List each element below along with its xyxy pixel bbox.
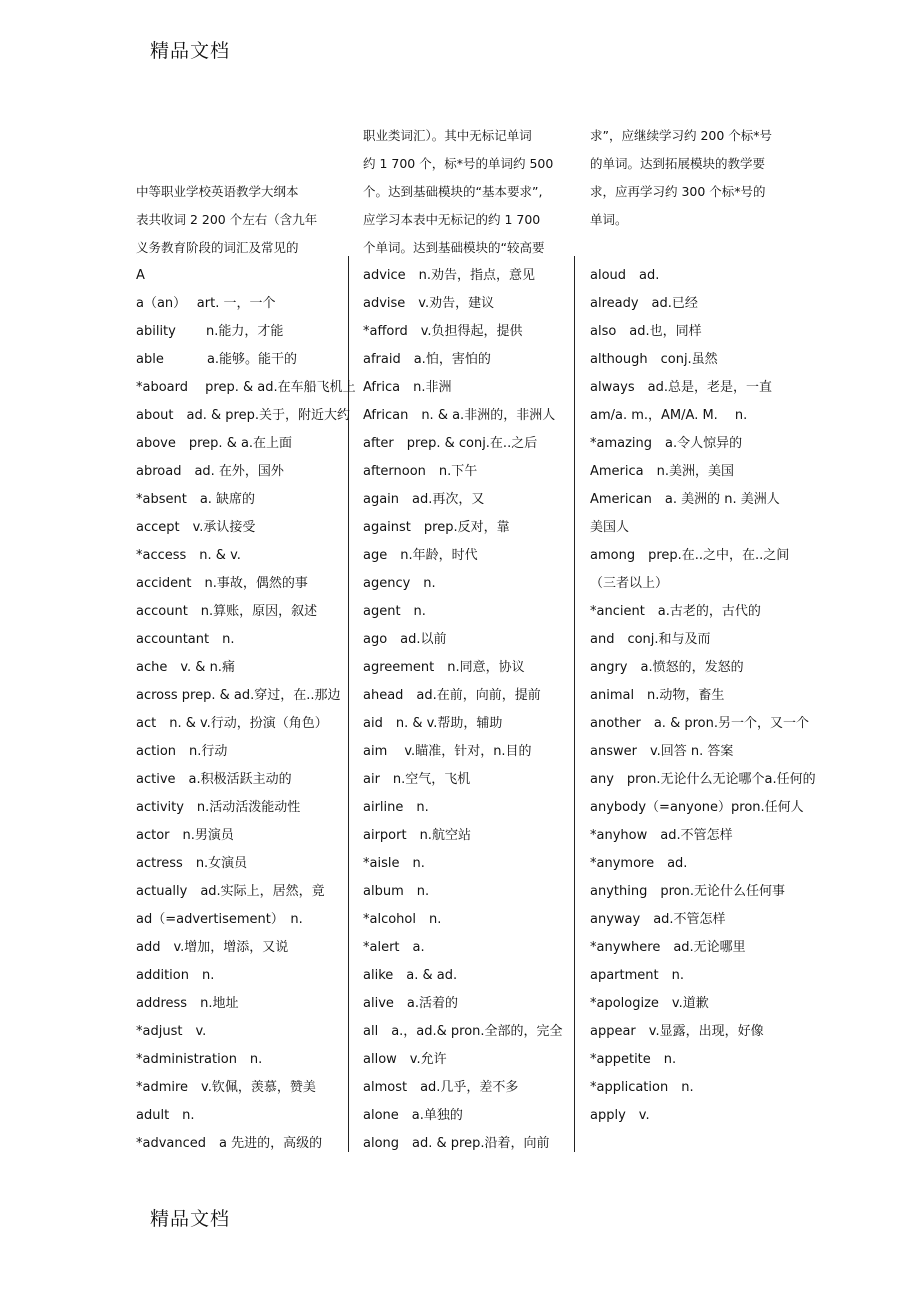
- vocab-entry: alike a. & ad.: [363, 968, 458, 983]
- vocab-entry: *appetite n.: [590, 1052, 677, 1067]
- page-footer: 精品文档: [150, 1208, 231, 1230]
- vocab-entry: *alert a.: [363, 940, 425, 955]
- vocab-entry: animal n.动物，畜生: [590, 688, 725, 703]
- vocab-entry: anything pron.无论什么任何事: [590, 884, 785, 899]
- vocab-entry: am/a. m.，AM/A. M. n.: [590, 408, 748, 423]
- vocab-entry: allow v.允许: [363, 1052, 447, 1067]
- intro-line: 单词。: [590, 212, 628, 227]
- vocab-entry: *aisle n.: [363, 856, 425, 871]
- vocab-entry: anyway ad.不管怎样: [590, 912, 726, 927]
- vocab-entry: apartment n.: [590, 968, 684, 983]
- vocab-entry: adult n.: [136, 1108, 195, 1123]
- vocab-entry: add v.增加，增添，又说: [136, 940, 289, 955]
- vocab-entry: ability n.能力，才能: [136, 324, 284, 339]
- intro-line: 职业类词汇）。其中无标记单词: [363, 128, 532, 143]
- vocab-entry: along ad. & prep.沿着，向前: [363, 1136, 550, 1151]
- vocab-entry: alive a.活着的: [363, 996, 458, 1011]
- vocab-entry: American a. 美洲的 n. 美洲人 美国人: [590, 492, 780, 535]
- vocab-entry: ad（=advertisement） n.: [136, 912, 303, 927]
- vocab-entry: actress n.女演员: [136, 856, 248, 871]
- vocab-entry: A: [136, 268, 145, 283]
- vocab-entry: *anyhow ad.不管怎样: [590, 828, 733, 843]
- vocab-entry: answer v.回答 n. 答案: [590, 744, 734, 759]
- intro-line: 义务教育阶段的词汇及常见的: [136, 240, 299, 255]
- vocab-entry: account n.算账，原因，叙述: [136, 604, 318, 619]
- vocab-entry: across prep. & ad.穿过，在..那边: [136, 688, 341, 703]
- vocab-entry: aid n. & v.帮助，辅助: [363, 716, 503, 731]
- vocab-entry: aim v.瞄准，针对，n.目的: [363, 744, 532, 759]
- vocab-entry: angry a.愤怒的，发怒的: [590, 660, 744, 675]
- vocab-entry: active a.积极活跃主动的: [136, 772, 292, 787]
- vocab-entry: actor n.男演员: [136, 828, 234, 843]
- vocab-entry: *aboard prep. & ad.在车船飞机上: [136, 380, 356, 395]
- vocab-entry: agency n.: [363, 576, 436, 591]
- page-header: 精品文档: [150, 40, 231, 62]
- vocab-entry: *adjust v.: [136, 1024, 207, 1039]
- vocab-entry: afraid a.怕，害怕的: [363, 352, 491, 367]
- vocab-entry: able a.能够。能干的: [136, 352, 298, 367]
- vocab-entry: *apologize v.道歉: [590, 996, 709, 1011]
- vocab-entry: ago ad.以前: [363, 632, 447, 647]
- vocab-entry: Africa n.非洲: [363, 380, 452, 395]
- vocab-entry: alone a.单独的: [363, 1108, 463, 1123]
- vocab-entry: *access n. & v.: [136, 548, 241, 563]
- vocab-entry: afternoon n.下午: [363, 464, 478, 479]
- vocab-entry: *anywhere ad.无论哪里: [590, 940, 746, 955]
- vocab-entry: anybody（=anyone）pron.任何人: [590, 800, 804, 815]
- vocab-entry: accountant n.: [136, 632, 235, 647]
- intro-col3: [590, 122, 772, 234]
- vocab-entry: ache v. & n.痛: [136, 660, 235, 675]
- vocab-entry: addition n.: [136, 968, 215, 983]
- vocab-entry: almost ad.几乎，差不多: [363, 1080, 519, 1095]
- vocab-entry: airline n.: [363, 800, 429, 815]
- vocab-entry: *administration n.: [136, 1052, 263, 1067]
- vocab-entry: agent n.: [363, 604, 426, 619]
- vocab-entry: *afford v.负担得起，提供: [363, 324, 523, 339]
- vocab-entry: actually ad.实际上，居然，竟: [136, 884, 325, 899]
- vocab-entry: *anymore ad.: [590, 856, 688, 871]
- vocab-entry: any pron.无论什么无论哪个a.任何的: [590, 772, 816, 787]
- vocab-entry: activity n.活动活泼能动性: [136, 800, 301, 815]
- vocab-entry: *application n.: [590, 1080, 694, 1095]
- vocab-entry: and conj.和与及而: [590, 632, 711, 647]
- vocab-entry: aloud ad.: [590, 268, 660, 283]
- vocab-entry: accept v.承认接受: [136, 520, 256, 535]
- vocab-entry: *admire v.钦佩，羡慕，赞美: [136, 1080, 316, 1095]
- vocab-entry: against prep.反对，靠: [363, 520, 510, 535]
- vocab-entry: album n.: [363, 884, 430, 899]
- intro-col1: [136, 178, 317, 262]
- vocab-entry: all a.，ad.& pron.全部的，完全: [363, 1024, 563, 1039]
- vocab-entry: *alcohol n.: [363, 912, 442, 927]
- vocab-entry: already ad.已经: [590, 296, 698, 311]
- vocab-entry: ahead ad.在前，向前，提前: [363, 688, 541, 703]
- vocab-column-2: [363, 262, 589, 1158]
- vocab-entry: African n. & a.非洲的，非洲人: [363, 408, 556, 423]
- vocab-entry: about ad. & prep.关于，附近大约: [136, 408, 350, 423]
- vocab-entry: airport n.航空站: [363, 828, 471, 843]
- intro-line: 个单词。达到基础模块的“较高要: [363, 240, 545, 255]
- vocab-entry: another a. & pron.另一个，又一个: [590, 716, 809, 731]
- vocab-entry: America n.美洲，美国: [590, 464, 734, 479]
- vocab-column-3: [590, 262, 816, 1130]
- intro-col2: [363, 122, 553, 262]
- intro-line: 的单词。达到拓展模块的教学要: [590, 156, 766, 171]
- vocab-entry: always ad.总是，老是，一直: [590, 380, 772, 395]
- intro-line: 求”，应继续学习约 200 个标*号: [590, 128, 773, 143]
- vocab-entry: *ancient a.古老的，古代的: [590, 604, 761, 619]
- intro-line: 中等职业学校英语教学大纲本: [136, 184, 299, 199]
- vocab-entry: agreement n.同意，协议: [363, 660, 525, 675]
- vocab-entry: again ad.再次，又: [363, 492, 485, 507]
- vocab-column-1: [136, 262, 362, 1158]
- intro-line: 约 1 700 个，标*号的单词约 500: [363, 156, 554, 171]
- vocab-entry: a（an） art. 一，一个: [136, 296, 276, 311]
- intro-line: 表共收词 2 200 个左右（含九年: [136, 212, 318, 227]
- vocab-entry: age n.年龄，时代: [363, 548, 478, 563]
- intro-line: 应学习本表中无标记的约 1 700: [363, 212, 541, 227]
- intro-line: 个。达到基础模块的“基本要求”,: [363, 184, 543, 199]
- vocab-entry: although conj.虽然: [590, 352, 718, 367]
- vocab-entry: act n. & v.行动，扮演（角色）: [136, 716, 328, 731]
- vocab-entry: action n.行动: [136, 744, 228, 759]
- vocab-entry: *advanced a 先进的，高级的: [136, 1136, 323, 1151]
- vocab-entry: appear v.显露，出现，好像: [590, 1024, 764, 1039]
- vocab-entry: after prep. & conj.在..之后: [363, 436, 538, 451]
- vocab-entry: also ad.也，同样: [590, 324, 702, 339]
- vocab-entry: *amazing a.令人惊异的: [590, 436, 743, 451]
- vocab-entry: apply v.: [590, 1108, 650, 1123]
- vocab-entry: air n.空气，飞机: [363, 772, 471, 787]
- intro-line: 求，应再学习约 300 个标*号的: [590, 184, 766, 199]
- vocab-entry: above prep. & a.在上面: [136, 436, 293, 451]
- vocab-entry: accident n.事故，偶然的事: [136, 576, 308, 591]
- vocab-entry: *absent a. 缺席的: [136, 492, 256, 507]
- vocab-entry: address n.地址: [136, 996, 239, 1011]
- vocab-entry: advise v.劝告，建议: [363, 296, 495, 311]
- vocab-entry: abroad ad. 在外，国外: [136, 464, 284, 479]
- vocab-entry: among prep.在..之中，在..之间（三者以上）: [590, 548, 790, 591]
- vocab-entry: advice n.劝告，指点，意见: [363, 268, 536, 283]
